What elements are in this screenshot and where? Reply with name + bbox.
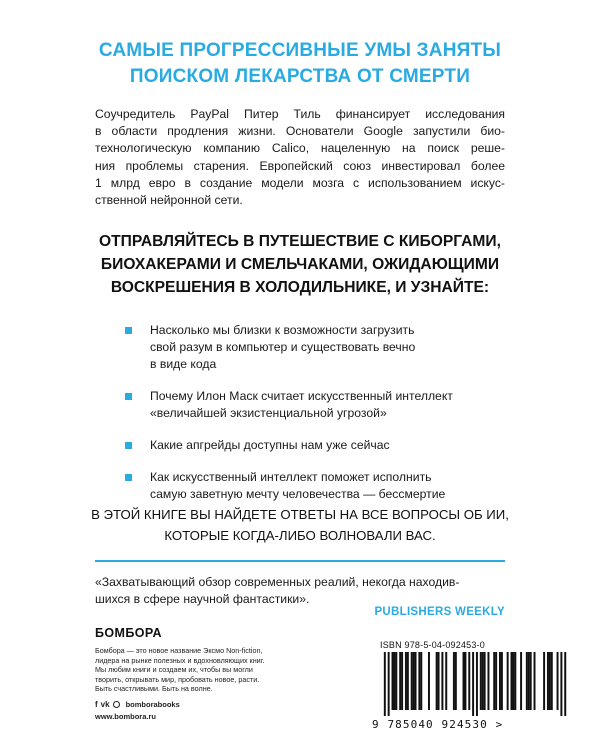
barcode-bar: [493, 652, 495, 710]
barcode-bar: [407, 652, 409, 710]
review-quote: [95, 574, 505, 608]
intro-line: ния проблемы старения. Европейский союз инвестировал более: [95, 158, 505, 173]
barcode-bar: [415, 652, 417, 710]
barcode-bar: [405, 652, 407, 710]
barcode-bar: [547, 652, 549, 710]
barcode-bar: [388, 652, 390, 716]
bullet-square-icon: [125, 474, 132, 481]
blurb-line: Бомбора — это новое название Эксмо Non-fiction,: [95, 646, 263, 655]
barcode-bar: [549, 652, 551, 710]
social-row: [95, 700, 180, 709]
barcode-bar: [495, 652, 497, 710]
bullet-line: Почему Илон Маск считает искусственный интеллект: [150, 389, 453, 403]
social-handle: bomborabooks: [125, 700, 180, 709]
headline-line: САМЫЕ ПРОГРЕССИВНЫЕ УМЫ ЗАНЯТЫ: [98, 40, 502, 61]
review-credit: PUBLISHERS WEEKLY: [374, 606, 505, 618]
bullet-square-icon: [125, 327, 132, 334]
barcode-bar: [514, 652, 516, 710]
answer-statement: [0, 504, 600, 546]
instagram-icon: [113, 701, 120, 708]
quote-line: шихся в сфере научной фантастики».: [95, 592, 310, 606]
barcode-bar: [564, 652, 566, 716]
barcode-bar: [512, 652, 514, 710]
callout-line: ВОСКРЕШЕНИЯ В ХОЛОДИЛЬНИКЕ, И УЗНАЙТЕ:: [110, 279, 490, 296]
barcode-bar: [441, 652, 443, 710]
barcode-bar: [420, 652, 422, 710]
barcode-bar: [507, 652, 509, 710]
bullet-line: Насколько мы близки к возможности загрузить: [150, 323, 415, 337]
bullet-item: [125, 388, 525, 422]
barcode-bar: [520, 652, 522, 710]
barcode-bar: [501, 652, 503, 710]
barcode-bar: [418, 652, 420, 710]
barcode-bar: [401, 652, 403, 710]
intro-paragraph: [95, 106, 505, 209]
barcode-bar: [464, 652, 466, 710]
barcode-bar: [472, 652, 474, 716]
bullet-line: в виде кода: [150, 357, 217, 371]
barcode-bar: [384, 652, 386, 716]
barcode-bar: [534, 652, 536, 710]
publisher-logo: БОМБОРА: [95, 626, 162, 640]
blurb-line: Быть счастливыми. Быть на волне.: [95, 684, 213, 694]
blurb-line: творить, открывать мир, пробовать новое, расти.: [95, 674, 260, 684]
barcode-bar: [413, 652, 415, 710]
barcode-bar: [392, 652, 394, 710]
barcode-bar: [453, 652, 455, 710]
barcode-bar: [543, 652, 545, 710]
barcode-bar: [445, 652, 447, 710]
callout-line: ОТПРАВЛЯЙТЕСЬ В ПУТЕШЕСТВИЕ С КИБОРГАМИ,: [99, 233, 501, 250]
publisher-website: www.bombora.ru: [95, 712, 156, 721]
barcode-bar: [399, 652, 401, 710]
publisher-blurb: [95, 646, 345, 694]
intro-line: в области продления жизни. Основатели Google запустили био-: [95, 124, 505, 139]
vk-icon: vk: [100, 700, 110, 709]
isbn-label: ISBN 978-5-04-092453-0: [380, 640, 485, 650]
barcode-bar: [528, 652, 530, 710]
bullet-item: [125, 437, 525, 454]
bullet-item: [125, 469, 525, 503]
barcode-bar: [487, 652, 489, 710]
bullet-list: [125, 322, 525, 518]
barcode-bar: [436, 652, 438, 710]
intro-line: ственной нейронной сети.: [95, 193, 243, 208]
callout: [0, 230, 600, 299]
facebook-icon: f: [95, 700, 98, 709]
barcode-bar: [530, 652, 532, 710]
bullet-line: свой разум в компьютер и существовать вечно: [150, 340, 416, 354]
bullet-line: Как искусственный интеллект поможет исполнить: [150, 470, 432, 484]
barcode-bar: [428, 652, 430, 710]
blurb-line: лидера на рынке полезных и вдохновляющих книг.: [95, 655, 265, 665]
headline: [0, 38, 600, 90]
quote-line: «Захватывающий обзор современных реалий, некогда находив-: [95, 575, 460, 589]
barcode-bar: [393, 652, 395, 710]
bullet-square-icon: [125, 442, 132, 449]
barcode-bar: [455, 652, 457, 710]
barcode-bar: [438, 652, 440, 710]
barcode-marker: >: [495, 718, 504, 731]
bullet-line: Какие апгрейды доступны нам уже сейчас: [150, 438, 390, 452]
headline-line: ПОИСКОМ ЛЕКАРСТВА ОТ СМЕРТИ: [129, 66, 471, 87]
callout-line: БИОХАКЕРАМИ И СМЕЛЬЧАКАМИ, ОЖИДАЮЩИМИ: [100, 256, 500, 273]
barcode-bar: [468, 652, 470, 710]
barcode-bar: [484, 652, 486, 710]
barcode-bar: [560, 652, 562, 716]
divider-rule: [95, 560, 505, 562]
barcode-bar: [476, 652, 478, 716]
barcode-bar: [411, 652, 413, 710]
barcode-bar: [499, 652, 501, 710]
barcode-bar: [557, 652, 559, 710]
barcode-bar: [511, 652, 513, 710]
barcode-bar: [551, 652, 553, 710]
bullet-square-icon: [125, 393, 132, 400]
barcode-bar: [482, 652, 484, 710]
intro-line: 1 млрд евро в создание модели мозга с использованием искус-: [95, 175, 505, 190]
bullet-item: [125, 322, 525, 373]
blurb-line: Мы любим книги и создаем их, чтобы вы могли: [95, 665, 253, 675]
barcode-bar: [526, 652, 528, 710]
answer-line: КОТОРЫЕ КОГДА-ЛИБО ВОЛНОВАЛИ ВАС.: [164, 528, 436, 543]
intro-line: технологическую компанию Calico, нацеленную на поиск реше-: [95, 141, 505, 156]
barcode-bar: [480, 652, 482, 710]
barcode-digits: [372, 718, 503, 731]
barcode-bar: [395, 652, 397, 710]
bullet-line: самую заветную мечту человечества — бессмертие: [150, 487, 446, 501]
barcode: [380, 652, 570, 716]
barcode-bar: [463, 652, 465, 710]
bullet-line: «величайшей экзистенциальной угрозой»: [150, 406, 387, 420]
answer-line: В ЭТОЙ КНИГЕ ВЫ НАЙДЕТЕ ОТВЕТЫ НА ВСЕ ВОПРОСЫ ОБ ИИ,: [91, 507, 509, 522]
intro-line: Соучредитель PayPal Питер Тиль финансирует исследования: [95, 107, 505, 121]
barcode-number: 9 785040 924530: [372, 718, 488, 731]
